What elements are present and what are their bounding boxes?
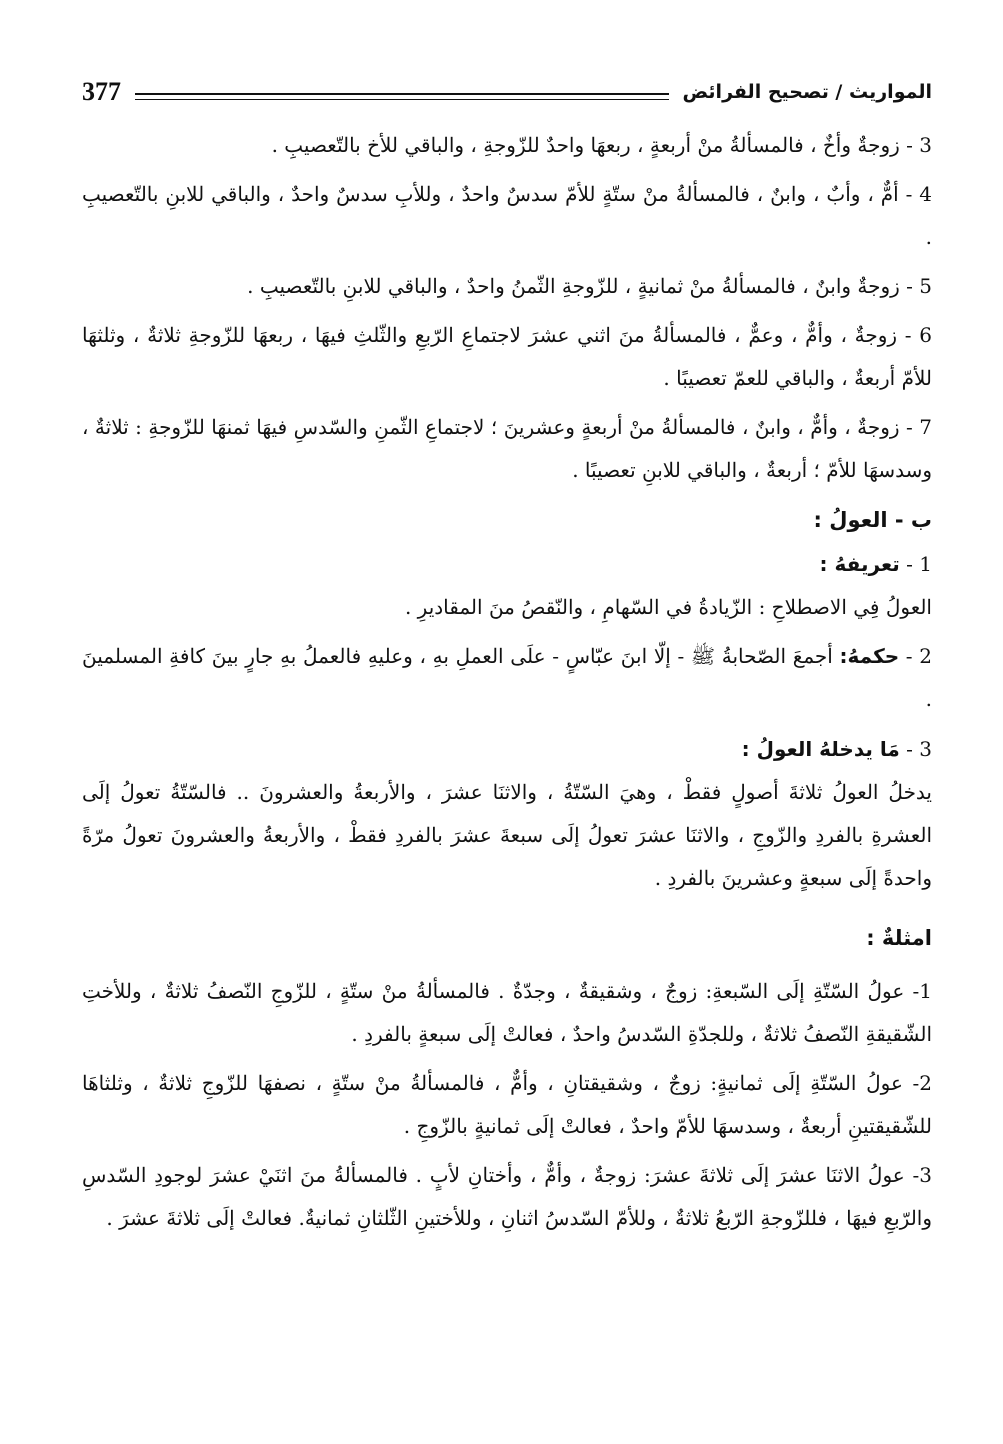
entry-heading <box>82 727 932 771</box>
ruling-number: 2 - <box>899 644 932 668</box>
ruling-text: أجمعَ الصّحابةُ ﷺ - إلّا ابنَ عبّاسٍ - علَى العملِ بهِ ، وعليهِ فالعملُ بهِ جارٍ بينَ كافةِ المسلمينَ . <box>82 644 932 711</box>
example-paragraph: 7 - زوجةٌ ، وأمٌّ ، وابنٌ ، فالمسألةُ منْ أربعةٍ وعشرينَ ؛ لاجتماعِ الثّمنِ والسّدسِ فيهَا ثمنهَا للزّوجةِ : ثلاثةٌ ، وسدسهَا للأمّ ؛ أربعةٌ ، والباقي للابنِ تعصيبًا . <box>82 415 932 482</box>
ruling-paragraph <box>82 635 932 721</box>
definition-label: تعريفهُ : <box>819 552 900 576</box>
example-paragraph: 6 - زوجةٌ ، وأمٌّ ، وعمٌّ ، فالمسألةُ منَ اثني عشرَ لاجتماعِ الرّبعِ والثّلثِ فيهَا ، ربعهَا للزّوجةِ ثلاثةٌ ، وثلثهَا للأمّ أربعةٌ ، والباقي للعمّ تعصيبًا . <box>82 323 932 390</box>
ruling-label: حكمهُ: <box>839 644 900 668</box>
awl-example: 3- عولُ الاثنَا عشرَ إلَى ثلاثةَ عشرَ: زوجةٌ ، وأمٌّ ، وأختانِ لأبٍ . فالمسألةُ منَ اثنَيْ عشرَ لوجودِ السّدسِ والرّبعِ فيهَا ، فللزّوجةِ الرّبعُ ثلاثةٌ ، وللأمّ السّدسُ اثنانِ ، وللأختينِ الثّلثانِ ثمانيةٌ. فعالتْ إلَى ثلاثةَ عشرَ . <box>82 1163 932 1230</box>
definition-heading <box>82 542 932 586</box>
entry-number: 3 - <box>899 737 932 761</box>
spacer <box>82 906 932 916</box>
running-header <box>82 70 932 114</box>
example-paragraph: 4 - أمٌّ ، وأبٌ ، وابنٌ ، فالمسألةُ منْ ستّةٍ للأمّ سدسٌ واحدٌ ، وللأبِ سدسٌ واحدٌ ، والباقي للابنِ بالتّعصيبِ . <box>82 182 932 249</box>
section-heading-awl: ب - العولُ : <box>813 508 932 532</box>
header-rule <box>135 93 669 100</box>
example-paragraph: 5 - زوجةٌ وابنٌ ، فالمسألةُ منْ ثمانيةٍ ، للزّوجةِ الثّمنُ واحدٌ ، والباقي للابنِ بالتّعصيبِ . <box>247 274 932 298</box>
entry-label: مَا يدخلهُ العولُ : <box>741 737 900 761</box>
example-paragraph: 3 - زوجةٌ وأخٌ ، فالمسألةُ منْ أربعةٍ ، ربعهَا واحدٌ للزّوجةِ ، والباقي للأخ بالتّعصيبِ . <box>271 133 932 157</box>
header-title: المواريث / تصحيح الفرائض <box>682 81 932 103</box>
awl-example: 2- عولُ السّتّةِ إلَى ثمانيةٍ: زوجٌ ، وشقيقتانِ ، وأمٌّ ، فالمسألةُ منْ ستّةٍ ، نصفهَا للزّوجِ ثلاثةٌ ، وثلثاهَا للشّقيقتينِ أربعةٌ ، وسدسهَا للأمّ واحدٌ ، فعالتْ إلَى ثمانيةٍ بالزّوجِ . <box>82 1071 932 1138</box>
awl-example: 1- عولُ السّتّةِ إلَى السّبعةِ: زوجٌ ، وشقيقةٌ ، وجدّةٌ . فالمسألةُ منْ ستّةٍ ، للزّوجِ النّصفُ ثلاثةٌ ، وللأختِ الشّقيقةِ النّصفُ ثلاثةٌ ، وللجدّةِ السّدسُ واحدٌ ، فعالتْ إلَى سبعةٍ بالفردِ . <box>82 979 932 1046</box>
spacer <box>82 960 932 970</box>
definition-number: 1 - <box>899 552 932 576</box>
definition-text: العولُ فِي الاصطلاحِ : الزّيادةُ في السّهامِ ، والنّقصُ منَ المقاديرِ . <box>404 595 932 619</box>
examples-heading: امثلةٌ : <box>866 926 932 950</box>
page-content <box>82 124 932 1240</box>
page-number: 377 <box>82 77 121 106</box>
book-page <box>82 70 932 1246</box>
entry-text: يدخلُ العولُ ثلاثةَ أصولٍ فقطْ ، وهيَ السّتّةُ ، والاثنَا عشرَ ، والأربعةُ والعشرونَ .. فالسّتّةُ تعولُ إلَى العشرةِ بالفردِ والزّوجِ ، والاثنَا عشرَ تعولُ إلَى سبعةَ عشرَ بالفردِ فقطْ ، والأربعةُ والعشرونَ تعولُ مرّةً واحدةً إلَى سبعةٍ وعشرينَ بالفردِ . <box>82 780 932 890</box>
